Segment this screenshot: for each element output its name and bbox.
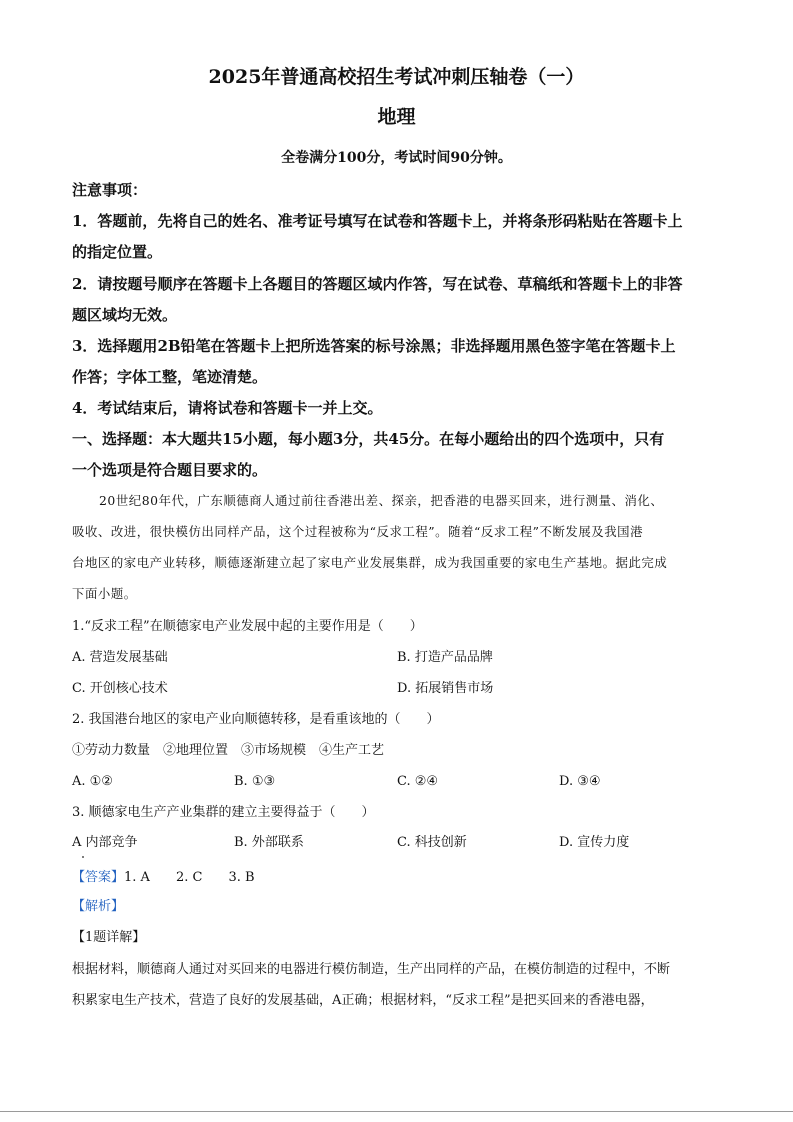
notice-item-1-line-2: 的指定位置。 xyxy=(72,243,163,261)
notice-item-3-line-2: 作答；字体工整，笔迹清楚。 xyxy=(72,368,268,386)
question-3-option-d[interactable]: D. 宣传力度 xyxy=(559,835,630,850)
question-3-option-a[interactable]: A 内部竞争 xyxy=(72,835,138,850)
exam-title: 2025年普通高校招生考试冲刺压轴卷（一） xyxy=(208,66,585,88)
question-1-option-b[interactable]: B. 打造产品品牌 xyxy=(397,650,493,665)
notice-item-4: 4．考试结束后，请将试卷和答题卡一并上交。 xyxy=(72,399,383,417)
question-3-option-c[interactable]: C. 科技创新 xyxy=(397,835,467,850)
question-2-option-b[interactable]: B. ①③ xyxy=(234,774,276,789)
notice-heading: 注意事项： xyxy=(72,181,148,199)
analysis-line-2: 积累家电生产技术，营造了良好的发展基础，A正确；根据材料，“反求工程”是把买回来的香港电器， xyxy=(72,993,654,1008)
analysis-line-1: 根据材料，顺德商人通过对买回来的电器进行模仿制造，生产出同样的产品，在模仿制造的过程中，不断 xyxy=(72,962,671,977)
question-3-stem: 3. 顺德家电生产产业集群的建立主要得益于（ ） xyxy=(72,805,375,820)
stray-dot xyxy=(82,856,84,858)
answer-2: 2. C xyxy=(175,870,203,885)
section-heading-line-1: 一、选择题：本大题共15小题，每小题3分，共45分。在每小题给出的四个选项中，只有 xyxy=(72,430,665,448)
question-1-option-c[interactable]: C. 开创核心技术 xyxy=(72,681,168,696)
passage-line-4: 下面小题。 xyxy=(72,586,137,601)
question-1-option-d[interactable]: D. 拓展销售市场 xyxy=(397,681,494,696)
analysis-label: 【解析】 xyxy=(72,899,125,914)
page-bottom-rule xyxy=(0,1111,793,1112)
passage-line-2: 吸收、改进，很快模仿出同样产品，这个过程被称为“反求工程”。随着“反求工程”不断发展及我国港 xyxy=(72,524,644,539)
answer-label: 【答案】 xyxy=(72,870,125,885)
notice-item-1-line-1: 1．答题前，先将自己的姓名、准考证号填写在试卷和答题卡上，并将条形码粘贴在答题卡上 xyxy=(72,212,683,230)
notice-item-3-line-1: 3．选择题用2B铅笔在答题卡上把所选答案的标号涂黑；非选择题用黑色签字笔在答题卡上 xyxy=(72,337,676,355)
answer-3: 3. B xyxy=(228,870,255,885)
question-2-items: ①劳动力数量 ②地理位置 ③市场规模 ④生产工艺 xyxy=(72,743,385,758)
notice-item-2-line-2: 题区域均无效。 xyxy=(72,306,178,324)
question-2-option-c[interactable]: C. ②④ xyxy=(397,774,439,789)
question-1-stem: 1.“反求工程”在顺德家电产业发展中起的主要作用是（ ） xyxy=(72,619,423,634)
passage-line-1: 20世纪80年代，广东顺德商人通过前往香港出差、探亲，把香港的电器买回来，进行测量、消化、 xyxy=(99,493,664,508)
analysis-sub-label: 【1题详解】 xyxy=(72,930,146,945)
section-heading-line-2: 一个选项是符合题目要求的。 xyxy=(72,461,268,479)
answer-row xyxy=(72,871,255,884)
notice-item-2-line-1: 2．请按题号顺序在答题卡上各题目的答题区域内作答，写在试卷、草稿纸和答题卡上的非答 xyxy=(72,275,683,293)
question-3-option-b[interactable]: B. 外部联系 xyxy=(234,835,304,850)
question-2-option-d[interactable]: D. ③④ xyxy=(559,774,601,789)
answer-1: 1. A xyxy=(124,870,150,885)
question-2-stem: 2. 我国港台地区的家电产业向顺德转移，是看重该地的（ ） xyxy=(72,712,440,727)
question-2-option-a[interactable]: A. ①② xyxy=(72,774,113,789)
exam-info: 全卷满分100分，考试时间90分钟。 xyxy=(281,150,512,166)
question-1-option-a[interactable]: A. 营造发展基础 xyxy=(72,650,168,665)
passage-line-3: 台地区的家电产业转移，顺德逐渐建立起了家电产业发展集群，成为我国重要的家电生产基地。据此完成 xyxy=(72,555,668,570)
subject-title: 地理 xyxy=(377,106,416,128)
